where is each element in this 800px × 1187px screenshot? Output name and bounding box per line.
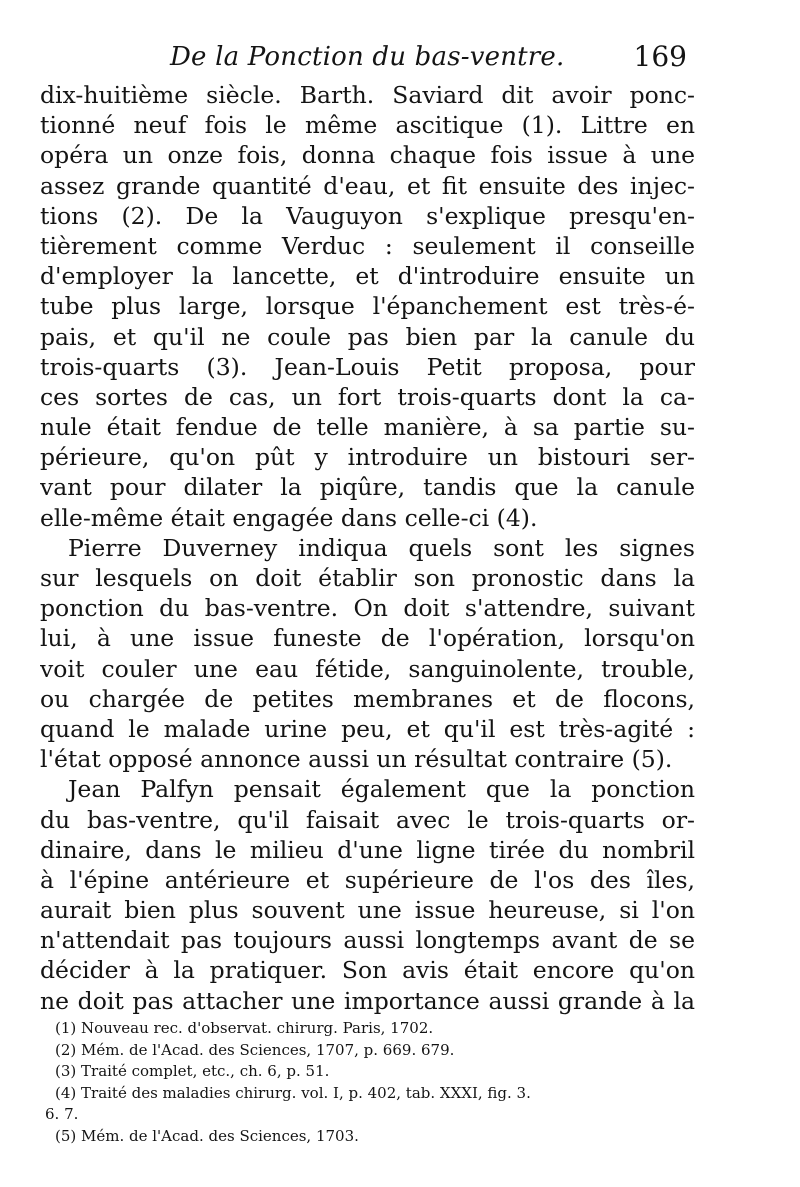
footnotes bbox=[45, 1018, 700, 1147]
text-line: à l'épine antérieure et supérieure de l'os des îles, bbox=[40, 865, 695, 894]
text-line: ne doit pas attacher une importance aussi grande à la bbox=[40, 986, 695, 1015]
text-line: ponction du bas-ventre. On doit s'attendre, suivant bbox=[40, 594, 695, 623]
text-line: vant pour dilater la piqûre, tandis que la canule bbox=[40, 473, 695, 502]
text-line: opéra un onze fois, donna chaque fois issue à une bbox=[40, 141, 695, 170]
footnote: (1) Nouveau rec. d'observat. chirurg. Paris, 1702. bbox=[55, 1019, 434, 1037]
text-line: aurait bien plus souvent une issue heureuse, si l'on bbox=[40, 896, 695, 925]
text-line: l'état opposé annonce aussi un résultat contraire (5). bbox=[40, 745, 673, 774]
text-line: tièrement comme Verduc : seulement il conseille bbox=[40, 231, 695, 260]
text-line: tions (2). De la Vauguyon s'explique presqu'en- bbox=[40, 201, 695, 230]
page-header bbox=[40, 36, 695, 80]
text-line: assez grande quantité d'eau, et fit ensuite des injec- bbox=[40, 171, 695, 200]
text-line: voit couler une eau fétide, sanguinolente, trouble, bbox=[40, 654, 695, 683]
text-line: tube plus large, lorsque l'épanchement est très-é- bbox=[40, 292, 695, 321]
text-line: trois-quarts (3). Jean-Louis Petit proposa, pour bbox=[40, 352, 695, 381]
footnote-continuation: 6. 7. bbox=[45, 1105, 79, 1123]
text-line: quand le malade urine peu, et qu'il est très-agité : bbox=[40, 714, 695, 743]
text-line: ou chargée de petites membranes et de flocons, bbox=[40, 684, 695, 713]
text-line: ces sortes de cas, un fort trois-quarts dont la ca- bbox=[40, 382, 695, 411]
text-line: dix-huitième siècle. Barth. Saviard dit avoir ponc- bbox=[40, 81, 695, 109]
text-line: tionné neuf fois le même ascitique (1). Littre en bbox=[40, 111, 695, 140]
text-line: décider à la pratiquer. Son avis était encore qu'on bbox=[40, 956, 695, 985]
text-line: sur lesquels on doit établir son pronostic dans la bbox=[40, 564, 695, 592]
footnote: (3) Traité complet, etc., ch. 6, p. 51. bbox=[55, 1062, 330, 1080]
text-line: périeure, qu'on pût y introduire un bistouri ser- bbox=[40, 443, 695, 472]
text-line: lui, à une issue funeste de l'opération, lorsqu'on bbox=[40, 624, 695, 653]
body-text bbox=[40, 80, 695, 1016]
footnote: (4) Traité des maladies chirurg. vol. I, p. 402, tab. XXXI, fig. 3. bbox=[55, 1083, 531, 1102]
text-line: du bas-ventre, qu'il faisait avec le trois-quarts or- bbox=[40, 805, 695, 834]
text-line: n'attendait pas toujours aussi longtemps avant de se bbox=[40, 926, 695, 955]
text-line: Pierre Duverney indiqua quels sont les signes bbox=[68, 533, 695, 562]
text-line: elle-même était engagée dans celle-ci (4). bbox=[40, 503, 538, 532]
running-head: De la Ponction du bas-ventre. bbox=[170, 42, 565, 72]
footnote: (2) Mém. de l'Acad. des Sciences, 1707, p. 669. 679. bbox=[55, 1040, 455, 1059]
text-line: pais, et qu'il ne coule pas bien par la canule du bbox=[40, 322, 695, 351]
page-number: 169 bbox=[633, 40, 687, 73]
text-line: Jean Palfyn pensait également que la ponction bbox=[68, 775, 695, 804]
text-line: dinaire, dans le milieu d'une ligne tirée du nombril bbox=[40, 835, 695, 864]
text-line: d'employer la lancette, et d'introduire ensuite un bbox=[40, 262, 695, 291]
text-line: nule était fendue de telle manière, à sa partie su- bbox=[40, 413, 695, 442]
footnote: (5) Mém. de l'Acad. des Sciences, 1703. bbox=[55, 1126, 359, 1145]
